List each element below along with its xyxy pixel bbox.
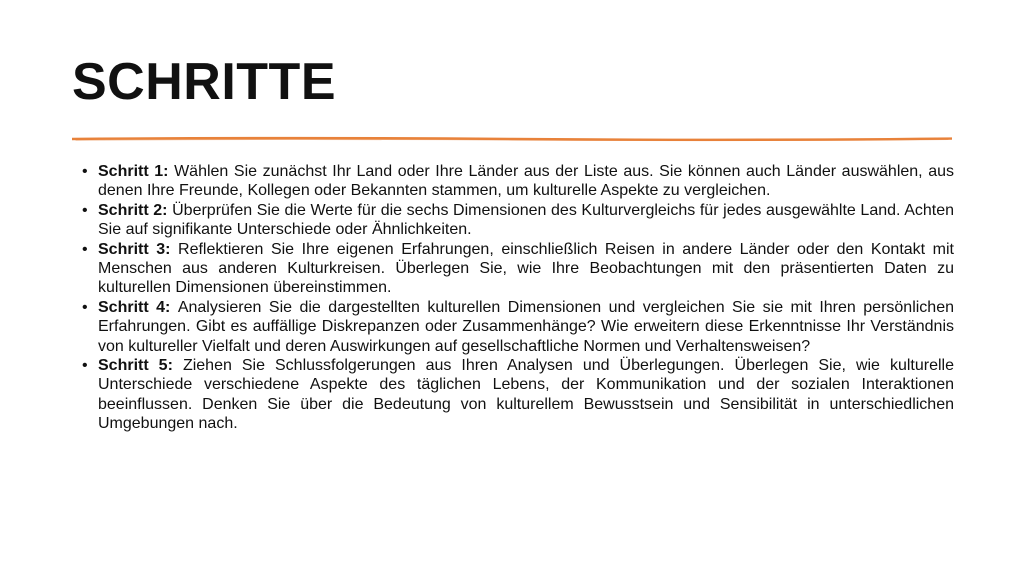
- step-text: Überprüfen Sie die Werte für die sechs Dimensionen des Kulturvergleichs für jedes ausgewählte Land. Achten Sie auf signifikante Unterschiede oder Ähnlichkeiten.: [98, 201, 954, 239]
- steps-list: [82, 162, 954, 434]
- bullet-icon: •: [82, 201, 88, 219]
- step-label: Schritt 5:: [98, 357, 183, 375]
- step-text: Reflektieren Sie Ihre eigenen Erfahrungen, einschließlich Reisen in andere Länder oder den Kontakt mit Menschen aus anderen Kulturkreisen. Überlegen Sie, wie Ihre Beobachtungen mit den präsentierten Daten zu kulturellen Dimensionen übereinstimmen.: [98, 240, 954, 297]
- bullet-icon: •: [82, 357, 88, 375]
- step-label: Schritt 1:: [98, 163, 175, 180]
- bullet-icon: •: [82, 298, 88, 316]
- title-divider: [72, 134, 952, 144]
- step-label: Schritt 4:: [98, 298, 178, 316]
- bullet-icon: •: [82, 163, 88, 180]
- step-item-2: [82, 201, 954, 240]
- step-item-1: [82, 162, 954, 201]
- bullet-icon: •: [82, 240, 88, 258]
- slide-title: SCHRITTE: [72, 53, 336, 111]
- step-text: Wählen Sie zunächst Ihr Land oder Ihre Länder aus der Liste aus. Sie können auch Länder auswählen, aus denen Ihre Freunde, Kollegen oder Bekannten stammen, um kulturelle Aspekte zu vergleichen.: [98, 163, 954, 200]
- step-item-3: [82, 240, 954, 298]
- step-text: Ziehen Sie Schlussfolgerungen aus Ihren Analysen und Überlegungen. Überlegen Sie, wie kulturelle Unterschiede verschiedene Aspekte des täglichen Lebens, der Kommunikation und der sozialen Interaktionen beeinflussen. Denken Sie über die Bedeutung von kulturellem Bewusstsein und Sensibilität in unterschiedlichen Umgebungen nach.: [98, 357, 954, 433]
- step-label: Schritt 3:: [98, 240, 179, 258]
- step-label: Schritt 2:: [98, 201, 173, 219]
- step-text: Analysieren Sie die dargestellten kulturellen Dimensionen und vergleichen Sie sie mit Ihren persönlichen Erfahrungen. Gibt es auffällige Diskrepanzen oder Zusammenhänge? Wie erweitern diese Erkenntnisse Ihr Verständnis von kultureller Vielfalt und deren Auswirkungen auf gesellschaftliche Normen und Verhaltensweisen?: [98, 298, 954, 355]
- step-item-5: [82, 356, 954, 434]
- step-item-4: [82, 298, 954, 356]
